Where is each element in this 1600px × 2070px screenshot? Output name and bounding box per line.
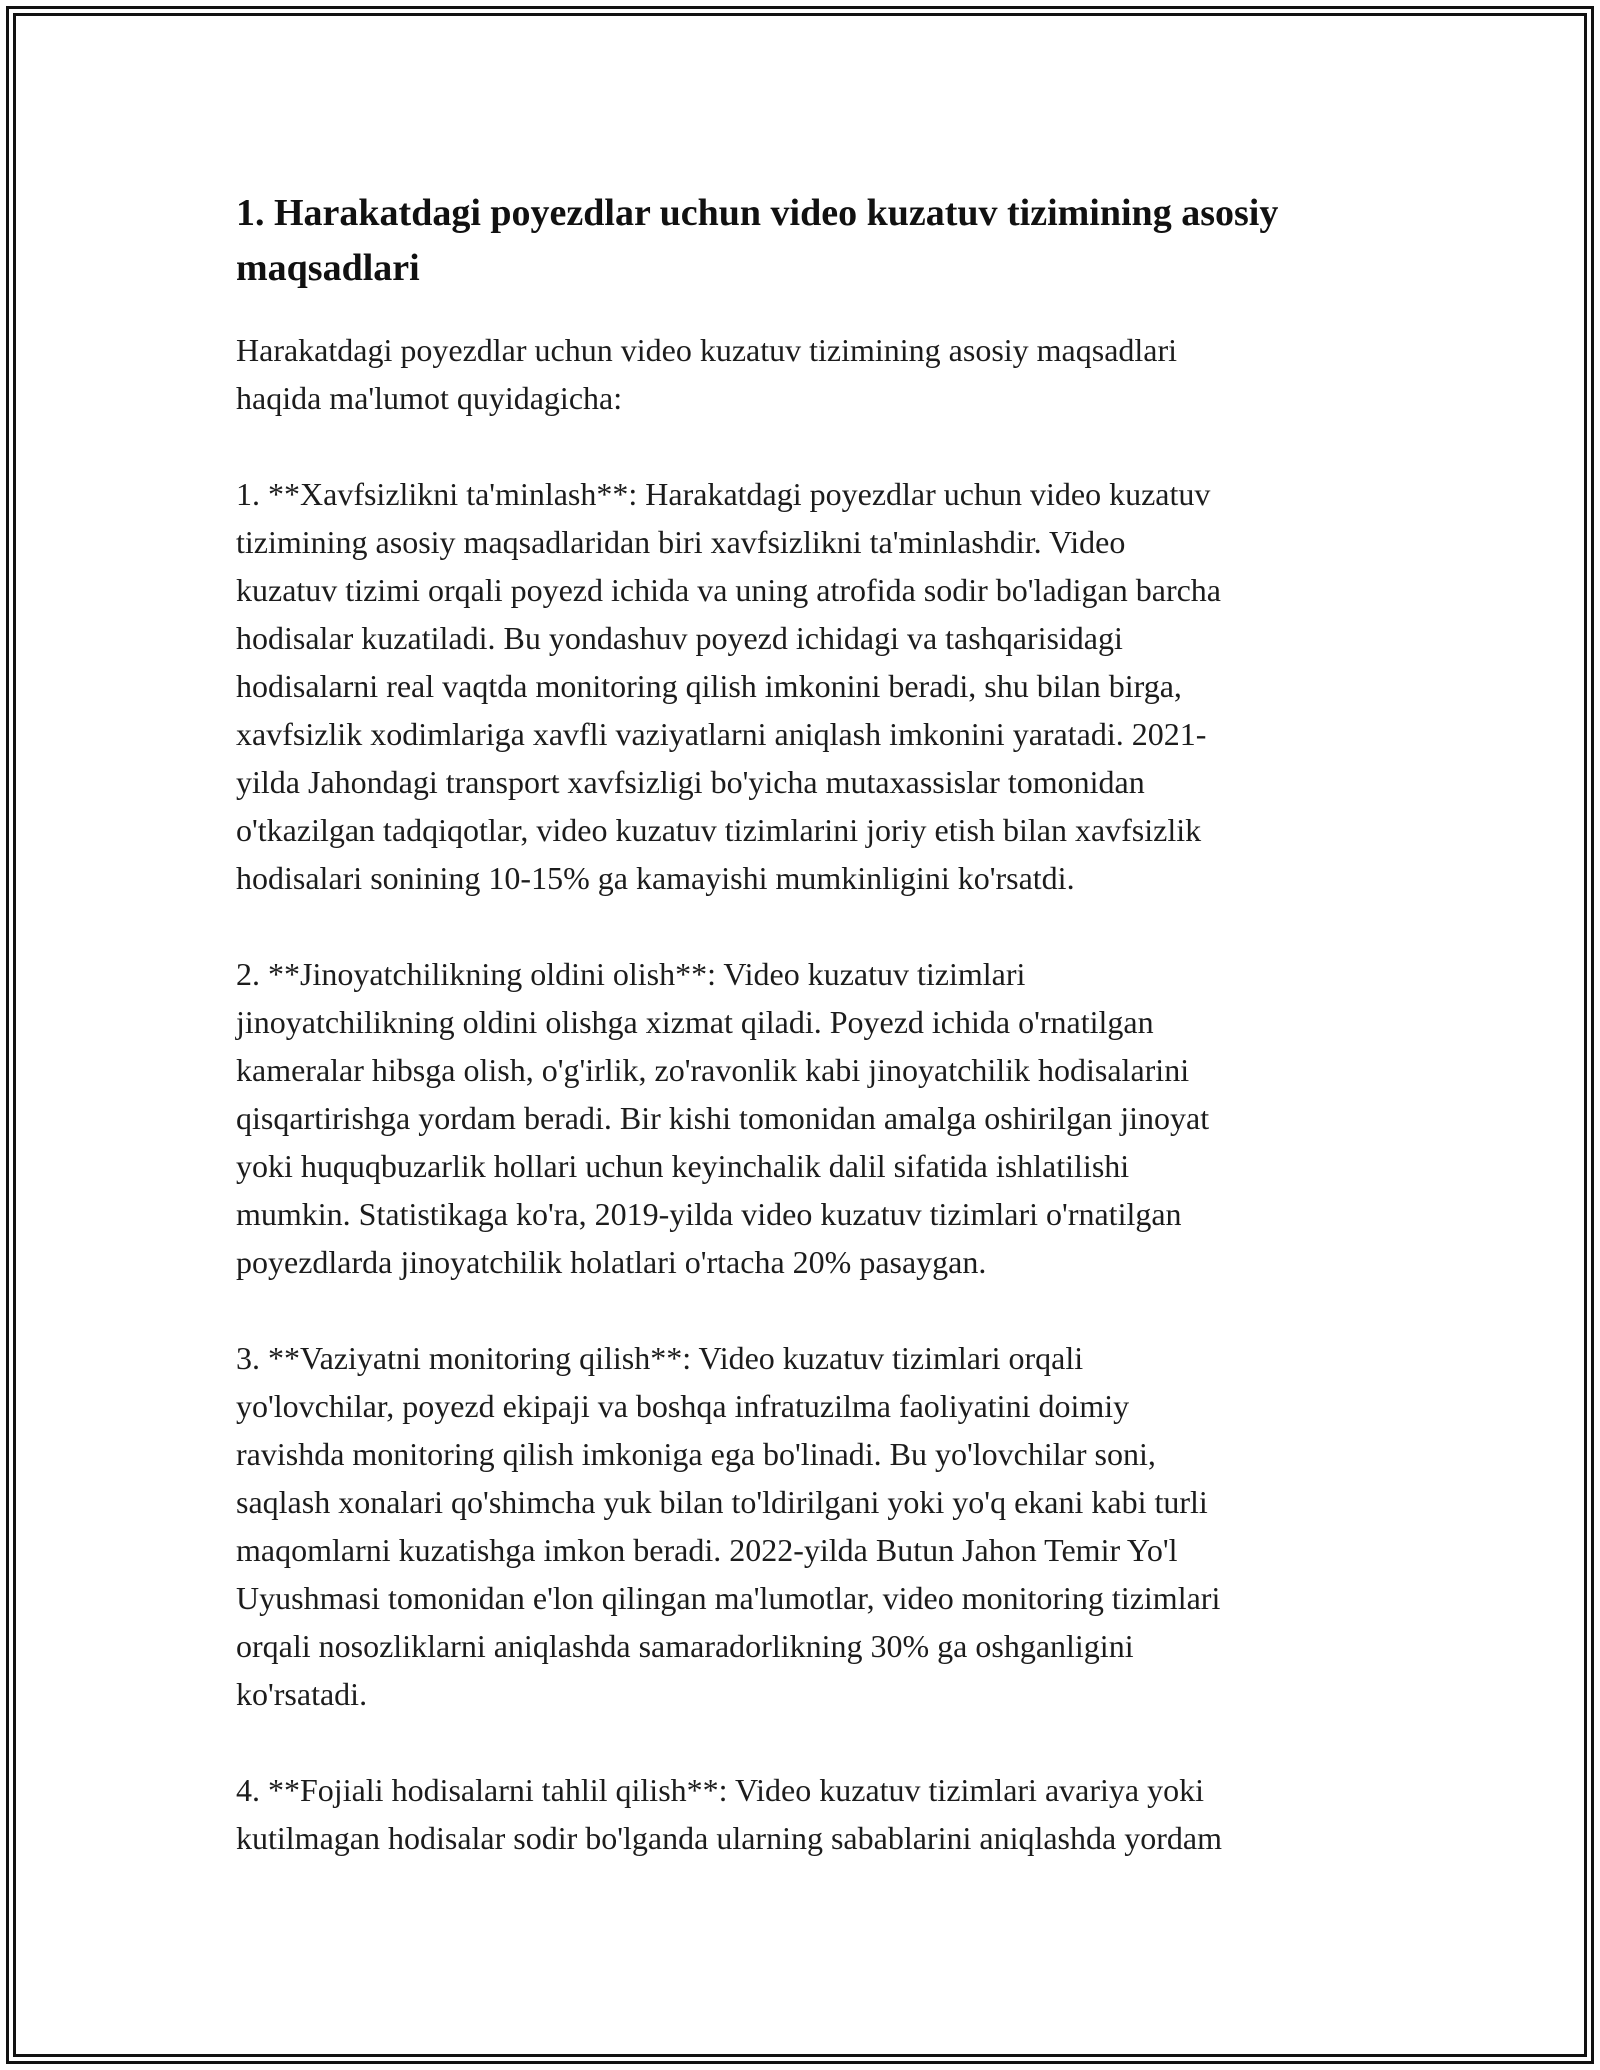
document-title: 1. Harakatdagi poyezdlar uchun video kuzatuv tizimining asosiy maqsadlari [236, 192, 1279, 289]
paragraph-crime-prevention: 2. **Jinoyatchilikning oldini olish**: Video kuzatuv tizimlari jinoyatchilikning oldini olishga xizmat qiladi. Poyezd ichida o'rnatilgan kameralar hibsga olish, o'g'irlik, zo'ravonlik kabi jinoyatchilik hodisalarini qisqartirishga yordam beradi. Bir kishi tomonidan amalga oshirilgan jinoyat yoki huquqbuzarlik hollari uchun keyinchalik dalil sifatida ishlatilishi mumkin. Statistikaga ko'ra, 2019-yilda video kuzatuv tizimlari o'rnatilgan poyezdlarda jinoyatchilik holatlari o'rtacha 20% pasaygan. [236, 956, 1210, 1280]
paragraph-safety: 1. **Xavfsizlikni ta'minlash**: Harakatdagi poyezdlar uchun video kuzatuv tizimining asosiy maqsadlaridan biri xavfsizlikni ta'minlashdir. Video kuzatuv tizimi orqali poyezd ichida va uning atrofida sodir bo'ladigan barcha hodisalar kuzatiladi. Bu yondashuv poyezd ichidagi va tashqarisidagi hodisalarni real vaqtda monitoring qilish imkonini beradi, shu bilan birga, xavfsizlik xodimlariga xavfli vaziyatlarni aniqlash imkonini yaratadi. 2021- yilda Jahondagi transport xavfsizligi bo'yicha mutaxassislar tomonidan o'tkazilgan tadqiqotlar, video kuzatuv tizimlarini joriy etish bilan xavfsizlik hodisalari sonining 10-15% ga kamayishi mumkinligini ko'rsatdi. [236, 476, 1221, 896]
intro-paragraph: Harakatdagi poyezdlar uchun video kuzatuv tizimining asosiy maqsadlari haqida ma'lumot quyidagicha: [236, 332, 1178, 416]
document-body [236, 186, 1386, 1910]
paragraph-incident-analysis: 4. **Fojiali hodisalarni tahlil qilish**: Video kuzatuv tizimlari avariya yoki kutilmagan hodisalar sodir bo'lganda ularning sabablarini aniqlashda yordam [236, 1772, 1222, 1856]
paragraph-monitoring: 3. **Vaziyatni monitoring qilish**: Video kuzatuv tizimlari orqali yo'lovchilar, poyezd ekipaji va boshqa infratuzilma faoliyatini doimiy ravishda monitoring qilish imkoniga ega bo'linadi. Bu yo'lovchilar soni, saqlash xonalari qo'shimcha yuk bilan to'ldirilgani yoki yo'q ekani kabi turli maqomlarni kuzatishga imkon beradi. 2022-yilda Butun Jahon Temir Yo'l Uyushmasi tomonidan e'lon qilingan ma'lumotlar, video monitoring tizimlari orqali nosozliklarni aniqlashda samaradorlikning 30% ga oshganligini ko'rsatadi. [236, 1340, 1221, 1712]
